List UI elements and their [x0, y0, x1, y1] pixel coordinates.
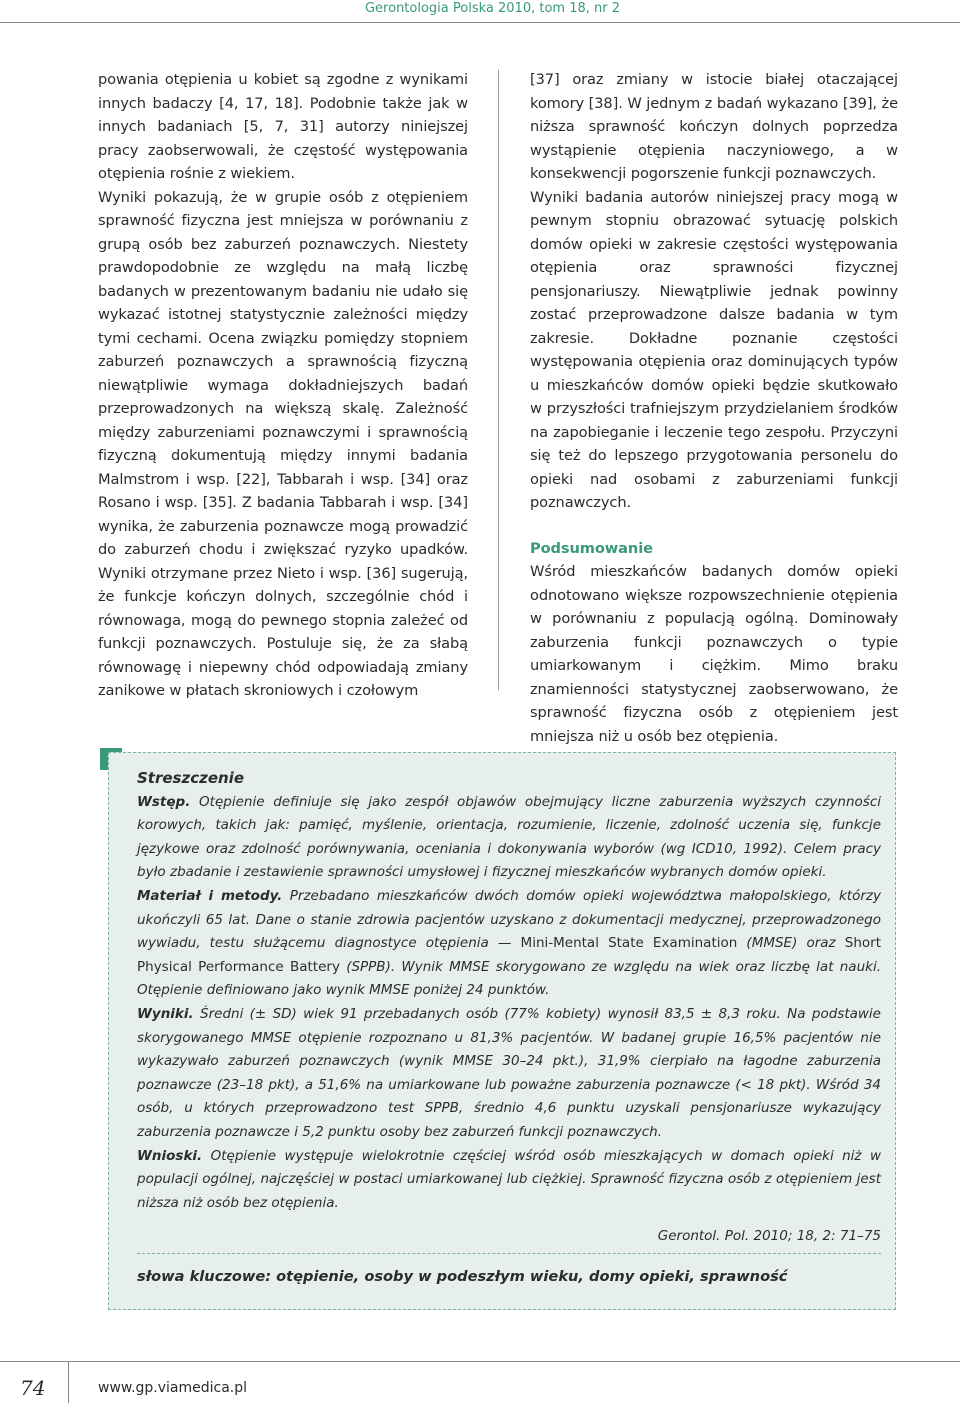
right-text-column	[530, 68, 898, 748]
abstract-conclusions	[137, 1145, 881, 1216]
abstract-text: Przebadano mieszkańców dwóch domów opieki województwa małopolskiego, którzy ukończyli 65 lat. Dane o stanie zdrowia pacjentów uzyskano z dokumentacji medycznej, przeprowadzonego wywiadu, testu służącemu diagnostyce otępienia —	[137, 887, 881, 952]
abstract-citation: Gerontol. Pol. 2010; 18, 2: 71–75	[657, 1228, 881, 1245]
left-text-column	[98, 68, 468, 703]
journal-url: www.gp.viamedica.pl	[98, 1380, 248, 1396]
abstract-introduction	[137, 791, 881, 885]
section-heading-podsumowanie: Podsumowanie	[530, 539, 653, 557]
body-paragraph: Wyniki pokazują, że w grupie osób z otępieniem sprawność fizyczna jest mniejsza w porównaniu z grupą osób bez zaburzeń poznawczych. Niestety prawdopodobnie ze względu na małą liczbę badanych w prezentowanym badaniu nie udało się wykazać istotnej statystycznie zależności między tymi cechami. Ocena związku pomiędzy stopniem zaburzeń poznawczych a sprawnością fizyczną niewątpliwie wymaga dokładniejszych badań przeprowadzonych na większą skalę. Zależność między zaburzeniami poznawczymi i sprawnością fizyczną dokumentują między innymi badania Malmstrom i wsp. [22], Tabbarah i wsp. [34] oraz Rosano i wsp. [35]. Z badania Tabbarah i wsp. [34] wynika, że zaburzenia poznawcze mogą prowadzić do zaburzeń chodu i zwiększać ryzyko upadków. Wyniki otrzymane przez Nieto i wsp. [36] sugerują, że funkcje kończyn dolnych, szczególnie chód i równowaga, mogą do pewnego stopnia zależeć od funkcji poznawczych. Postuluje się, że za słabą równowagę i niepewny chód odpowiadają zmiany zanikowe w płatach skroniowych i czołowym	[98, 188, 468, 699]
abstract-box	[108, 752, 896, 1310]
body-paragraph: powania otępienia u kobiet są zgodne z wynikami innych badaczy [4, 17, 18]. Podobnie także jak w innych badaniach [5, 7, 31] autorzy niniejszej pracy zaobserwowali, że częstość występowania otępienia rośnie z wiekiem.	[98, 71, 468, 182]
abstract-keywords: słowa kluczowe: otępienie, osoby w podeszłym wieku, domy opieki, sprawność	[137, 1268, 788, 1285]
abstract-methods	[137, 885, 881, 1003]
running-header	[0, 0, 960, 23]
page-number: 74	[20, 1376, 46, 1400]
keywords-divider	[137, 1253, 881, 1255]
abstract-text: (MMSE) oraz	[737, 935, 845, 952]
abstract-results	[137, 1003, 881, 1145]
column-divider	[498, 70, 499, 690]
abstract-title: Streszczenie	[137, 769, 244, 787]
abstract-label-metody: Materiał i metody.	[137, 887, 283, 904]
footer-rule	[0, 1361, 960, 1362]
abstract-text: (SPPB). Wynik MMSE skorygowano ze względu na wiek oraz liczbę lat nauki. Otępienie definiowano jako wynik MMSE poniżej 24 punktów.	[137, 958, 881, 999]
abstract-text: Otępienie występuje wielokrotnie częściej wśród osób mieszkających w domach opieki niż w populacji ogólnej, najczęściej w postaci umiarkowanej lub ciężkiej. Sprawność fizyczna osób z otępieniem jest niższa niż osób bez otępienia.	[137, 1147, 881, 1211]
abstract-text: Otępienie definiuje się jako zespół objawów obejmujący liczne zaburzenia wyższych czynności korowych, takich jak: pamięć, myślenie, orientacja, rozumienie, liczenie, zdolność uczenia się, funkcje językowe oraz zdolność porównywania, oceniania i dokonywania wyborów (wg ICD10, 1992). Celem pracy było zbadanie i zestawienie sprawności umysłowej i fizycznej mieszkańców wybranych domów opieki.	[137, 793, 881, 881]
abstract-label-wyniki: Wyniki.	[137, 1005, 194, 1022]
body-paragraph: [37] oraz zmiany w istocie białej otaczającej komory [38]. W jednym z badań wykazano [39], że niższa sprawność kończyn dolnych poprzedza wystąpienie otępienia naczyniowego, a w konsekwencji pogorszenie funkcji poznawczych.	[530, 71, 898, 182]
abstract-test-name: Short Physical Performance Battery	[137, 935, 881, 975]
abstract-label-wstep: Wstęp.	[137, 793, 191, 810]
body-paragraph: Wśród mieszkańców badanych domów opieki odnotowano większe rozpowszechnienie otępienia w porównaniu z populacją ogólną. Dominowały zaburzenia funkcji poznawczych o typie umiarkowanym i ciężkim. Mimo braku znamienności statystycznej zaobserwowano, że sprawność fizyczna osób z otępieniem jest mniejsza niż u osób bez otępienia.	[530, 563, 898, 745]
journal-running-title: Gerontologia Polska 2010, tom 18, nr 2	[364, 1, 620, 16]
body-paragraph: Wyniki badania autorów niniejszej pracy mogą w pewnym stopniu obrazować sytuację polskich domów opieki w zakresie częstości występowania otępienia oraz sprawności fizycznej pensjonariuszy. Niewątpliwie jednak powinny zostać przeprowadzone dalsze badania w tym zakresie. Dokładne poznanie częstości występowania otępienia oraz dominujących typów u mieszkańców domów opieki będzie skutkowało w przyszłości trafniejszym przydzielaniem środków na zapobieganie i leczenie tego zespołu. Przyczyni się też do lepszego przygotowania personelu do opieki nad osobami z zaburzeniami funkcji poznawczych.	[530, 188, 898, 511]
abstract-text: Średni (± SD) wiek 91 przebadanych osób (77% kobiety) wynosił 83,5 ± 8,3 roku. Na podstawie skorygowanego MMSE otępienie rozpoznano u 81,3% pacjentów. W badanej grupie 16,5% pacjentów nie wykazywało zaburzeń poznawczych (wynik MMSE 30–24 pkt.), 31,9% cierpiało na łagodne zaburzenia poznawcze (23–18 pkt), a 51,6% na umiarkowane lub poważne zaburzenia poznawcze (< 18 pkt). Wśród 34 osób, u których przeprowadzono test SPPB, średnio 4,6 punktu uzyskali pensjonariusze wykazujący zaburzenia poznawcze i 5,2 punktu osoby bez zaburzeń funkcji poznawczych.	[137, 1005, 881, 1140]
footer-divider	[68, 1361, 69, 1403]
abstract-test-name: Mini-Mental State Examination	[520, 935, 738, 952]
abstract-content	[137, 767, 881, 1249]
abstract-label-wnioski: Wnioski.	[137, 1147, 203, 1164]
